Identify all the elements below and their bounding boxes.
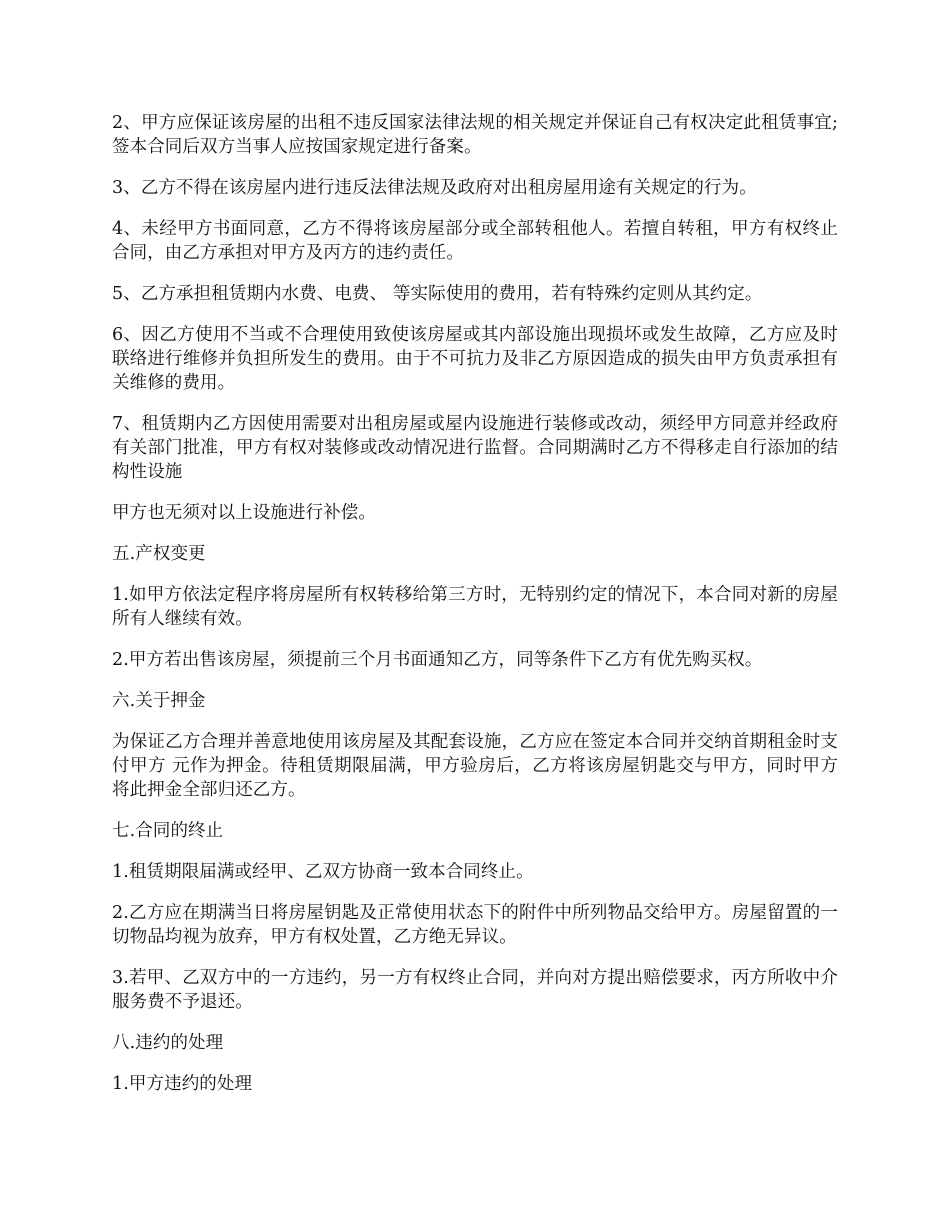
clause-3-lawful-use: 3、乙方不得在该房屋内进行违反法律法规及政府对出租房屋用途有关规定的行为。: [112, 178, 757, 198]
section-heading-deposit: 六.关于押金: [112, 691, 206, 711]
breach-item-1: 1.甲方违约的处理: [112, 1074, 253, 1094]
property-change-item-2: 2.甲方若出售该房屋，须提前三个月书面通知乙方，同等条件下乙方有优先购买权。: [112, 650, 763, 670]
termination-item-1: 1.租赁期限届满或经甲、乙双方协商一致本合同终止。: [112, 862, 534, 882]
clause-5-utility-fees: 5、乙方承担租赁期内水费、电费、 等实际使用的费用，若有特殊约定则从其约定。: [112, 284, 763, 304]
section-heading-termination: 七.合同的终止: [112, 821, 224, 841]
clause-6-repairs: 6、因乙方使用不当或不合理使用致使该房屋或其内部设施出现损坏或发生故障，乙方应及时联络进行维修并负担所发生的费用。由于不可抗力及非乙方原因造成的损失由甲方负责承担有关维修的费用。: [112, 325, 838, 393]
section-heading-breach: 八.违约的处理: [112, 1033, 224, 1053]
deposit-clause: 为保证乙方合理并善意地使用该房屋及其配套设施，乙方应在签定本合同并交纳首期租金时支付甲方 元作为押金。待租赁期限届满，甲方验房后，乙方将该房屋钥匙交与甲方，同时甲方将此押金全部归还乙方。: [112, 732, 838, 800]
clause-7-renovation: 7、租赁期内乙方因使用需要对出租房屋或屋内设施进行装修或改动，须经甲方同意并经政府有关部门批准，甲方有权对装修或改动情况进行监督。合同期满时乙方不得移走自行添加的结构性设施: [112, 414, 838, 482]
clause-4-no-sublease: 4、未经甲方书面同意，乙方不得将该房屋部分或全部转租他人。若擅自转租，甲方有权终止合同，由乙方承担对甲方及丙方的违约责任。: [112, 219, 838, 263]
clause-2-lessor-guarantee: 2、甲方应保证该房屋的出租不违反国家法律法规的相关规定并保证自己有权决定此租赁事宜;签本合同后双方当事人应按国家规定进行备案。: [112, 113, 838, 157]
clause-7-continuation: 甲方也无须对以上设施进行补偿。: [112, 503, 376, 523]
section-heading-property-change: 五.产权变更: [112, 544, 206, 564]
termination-item-2: 2.乙方应在期满当日将房屋钥匙及正常使用状态下的附件中所列物品交给甲方。房屋留置的一切物品均视为放弃，甲方有权处置，乙方绝无异议。: [112, 903, 838, 947]
termination-item-3: 3.若甲、乙双方中的一方违约，另一方有权终止合同，并向对方提出赔偿要求，丙方所收中介服务费不予退还。: [112, 968, 838, 1012]
property-change-item-1: 1.如甲方依法定程序将房屋所有权转移给第三方时，无特别约定的情况下，本合同对新的房屋所有人继续有效。: [112, 585, 838, 629]
